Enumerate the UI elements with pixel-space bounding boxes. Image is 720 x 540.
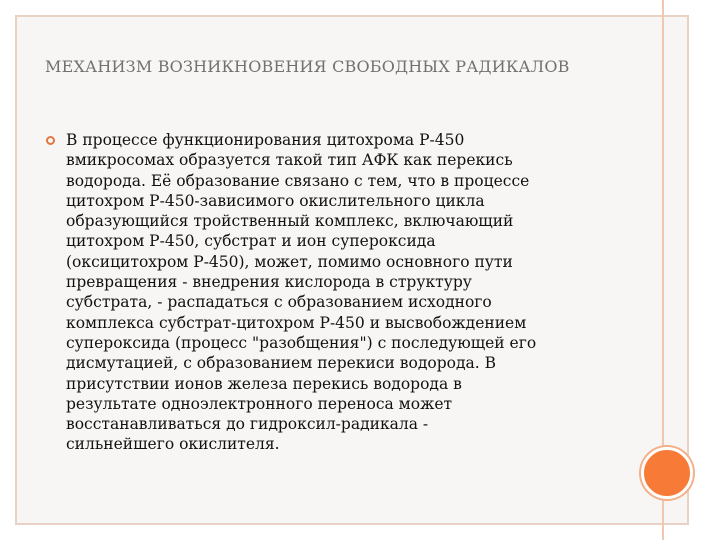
body-line: В процессе функционирования цитохрома Р-450: [66, 131, 465, 149]
body-line: образующийся тройственный комплекс, включающий: [66, 212, 514, 231]
body-line: результате одноэлектронного переноса может: [66, 394, 453, 413]
body-paragraph: [66, 130, 626, 455]
body-line: превращения - внедрения кислорода в структуру: [66, 273, 472, 292]
body-line: (оксицитохром Р-450), может, помимо основного пути: [66, 252, 513, 271]
body-line: комплекса субстрат-цитохром Р-450 и высвобождением: [66, 313, 527, 332]
body-line: водорода. Её образование связано с тем, что в процессе: [66, 171, 530, 190]
slide-title: МЕХАНИЗМ ВОЗНИКНОВЕНИЯ СВОБОДНЫХ РАДИКАЛОВ: [45, 57, 570, 76]
body-line: субстрата, - распадаться с образованием исходного: [66, 293, 492, 312]
body-line: присутствии ионов железа перекись водорода в: [66, 374, 462, 393]
orange-circle-icon: [641, 447, 693, 499]
body-line: дисмутацией, с образованием перекиси водорода. В: [66, 354, 496, 373]
body-line: цитохром Р-450-зависимого окислительного цикла: [66, 191, 485, 210]
ring-bullet-icon: [46, 136, 55, 145]
body-line: вмикросомах образуется такой тип АФК как перекись: [66, 151, 513, 170]
body-line: сильнейшего окислителя.: [66, 435, 280, 454]
body-line: супероксида (процесс "разобщения") с последующей его: [66, 333, 537, 352]
body-line: цитохром Р-450, субстрат и ион супероксида: [66, 232, 436, 251]
body-line: восстанавливаться до гидроксил-радикала -: [66, 415, 429, 434]
